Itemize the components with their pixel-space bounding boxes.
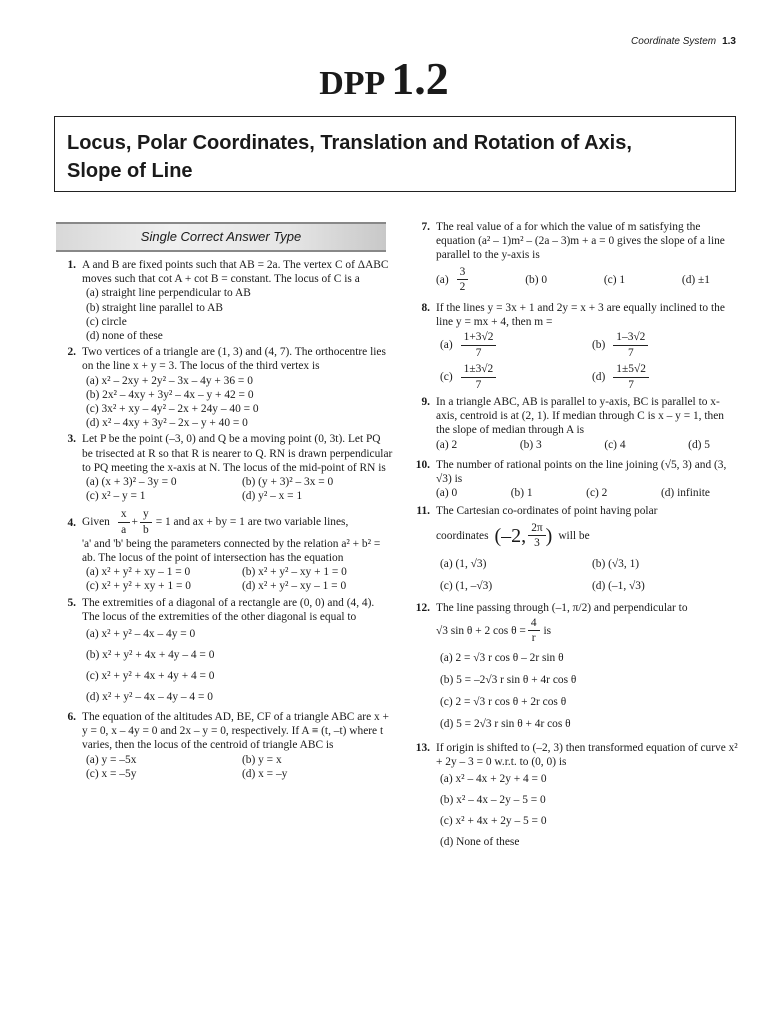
question-number: 8.: [421, 301, 430, 314]
option-d: (d) x = –y: [242, 767, 288, 780]
option-a: (a) straight line perpendicular to AB: [86, 287, 251, 300]
given-text-post: = 1 and ax + by = 1 are two variable lines,: [155, 516, 349, 529]
option-a: (a) 2 = √3 r cos θ – 2r sin θ: [440, 651, 564, 664]
option-row: [436, 263, 740, 297]
option-d: (d) y² – x = 1: [242, 490, 303, 503]
question-text: Two vertices of a triangle are (1, 3) and (4, 7). The orthocentre lies on the line x + y = 3. The locus of the third vertex is: [82, 346, 386, 373]
option-a: (a) x² – 2xy + 2y² – 3x – 4y + 36 = 0: [86, 374, 253, 387]
question-number: 6.: [67, 711, 76, 724]
title-word: DPP: [319, 65, 386, 102]
option-row: [436, 575, 740, 597]
option-a: (a) 0: [436, 487, 458, 500]
option-c: (c) (1, –√3): [440, 579, 493, 592]
given-text: Given: [82, 516, 110, 529]
frac-num: 3: [457, 265, 469, 280]
option-a: [436, 265, 468, 294]
frac-num: 2π: [528, 521, 545, 536]
question-number: 5.: [67, 596, 76, 609]
frac-den: a: [121, 523, 127, 536]
question-number: 9.: [421, 396, 430, 409]
question-number: 3.: [67, 433, 76, 446]
frac-den: 7: [628, 378, 634, 391]
option-b: (b) (√3, 1): [592, 557, 640, 570]
will-be-text: will be: [558, 529, 590, 542]
option-a: (a) x² – 4x + 2y + 4 = 0: [440, 773, 547, 786]
option-row: [436, 438, 740, 452]
question-3: [58, 432, 394, 503]
question-9: [412, 395, 740, 452]
option-a: (a) x² + y² – 4x – 4y = 0: [86, 628, 196, 641]
question-number: 2.: [67, 346, 76, 359]
option-d: (d) 5: [688, 438, 710, 451]
option-d: (d) 5 = 2√3 r sin θ + 4r cos θ: [440, 717, 571, 730]
option-c: (c) 4: [604, 438, 626, 451]
option-c: (c) 2 = √3 r cos θ + 2r cos θ: [440, 695, 567, 708]
question-text: If origin is shifted to (–2, 3) then transformed equation of curve x² + 2y – 3 = 0 w.r.t. to (0, 0) is: [436, 741, 738, 769]
option-row: [436, 553, 740, 575]
option-c: (c) circle: [86, 315, 127, 328]
coords-label: coordinates: [436, 529, 489, 542]
option-c: (c) x² – y = 1: [86, 490, 146, 503]
option-d: (d) x² + y² – xy – 1 = 0: [242, 580, 347, 593]
question-text: Let P be the point (–3, 0) and Q be a moving point (0, 3t). Let PQ be trisected at R so that R is nearer to Q. RN is drawn perpendicular to PQ meeting the x-axis at N. The locus of the mid-point of RN is: [82, 433, 393, 474]
section-ref: Coordinate System: [631, 36, 717, 47]
frac-den: 7: [475, 378, 482, 391]
frac-den: b: [142, 523, 149, 536]
option-row: [82, 753, 394, 767]
question-number: 1.: [67, 259, 76, 271]
fraction: [613, 330, 648, 359]
option-a: (a) 2: [436, 438, 458, 451]
frac-num: y: [140, 507, 152, 522]
question-13: [412, 741, 740, 853]
option-row: [436, 361, 740, 393]
question-number: 7.: [421, 221, 430, 233]
question-number: 10.: [415, 458, 430, 471]
option-b: (b) (y + 3)² – 3x = 0: [242, 476, 334, 489]
option-d: (d) ±1: [681, 273, 710, 286]
question-text: The equation of the altitudes AD, BE, CF of a triangle ABC are x + y = 0, x – 4y = 0 and 2x – y = 0, respectively. If A ≡ (t, –t) where t varies, then the locus of the centroid of triangle ABC is: [82, 711, 389, 752]
running-head: [631, 36, 736, 47]
option-row: [82, 475, 394, 489]
question-text: A and B are fixed points such that AB = 2a. The vertex C of ΔABC moves such that cot A + cot B = constant. The locus of C is a: [82, 259, 389, 286]
equation-lhs: √3 sin θ + 2 cos θ =: [436, 624, 526, 637]
fraction: [613, 362, 649, 391]
option-b: (b) y = x: [242, 753, 282, 766]
question-number: 4.: [67, 517, 76, 530]
coord-open: (–2,: [494, 524, 527, 547]
frac-num: 1±5√2: [613, 362, 649, 377]
option-a: [436, 329, 588, 361]
left-column: [58, 258, 394, 783]
question-4: [58, 507, 394, 593]
option-c: (c) x² + y² + 4x + 4y + 4 = 0: [86, 670, 215, 683]
option-b-label: (b): [592, 338, 606, 351]
option-b: (b) 5 = –2√3 r sin θ + 4r cos θ: [440, 673, 577, 686]
frac-num: 1±3√2: [461, 362, 497, 377]
question-7: [412, 220, 740, 297]
fraction: [461, 330, 497, 359]
frac-den: r: [531, 632, 536, 645]
option-c: [436, 361, 588, 393]
option-row: [82, 565, 394, 579]
option-row: [82, 767, 394, 781]
option-d: (d) None of these: [440, 836, 520, 849]
plus-sign: +: [131, 516, 138, 529]
question-text: The real value of a for which the value of m satisfying the equation (a² – 1)m² – (2a – 3)m + a = 0 gives the slope of a line parallel to the y-axis is: [436, 221, 725, 262]
option-a: (a) y = –5x: [86, 753, 137, 766]
option-a: (a) (1, √3): [440, 557, 487, 570]
topic-line-1: Locus, Polar Coordinates, Translation and Rotation of Axis,: [67, 132, 632, 154]
is-text: is: [543, 624, 552, 637]
option-d: (d) none of these: [86, 330, 163, 343]
frac-num: x: [118, 507, 130, 522]
option-d: (d) x² + y² – 4x – 4y – 4 = 0: [86, 691, 213, 704]
option-c: (c) x² + y² + xy + 1 = 0: [86, 580, 191, 593]
question-10: [412, 458, 740, 501]
question-6: [58, 710, 394, 781]
option-row: [436, 486, 740, 500]
option-b: (b) 1: [510, 487, 533, 500]
question-5: [58, 596, 394, 708]
question-12: [412, 601, 740, 735]
option-a: (a) x² + y² + xy – 1 = 0: [86, 566, 191, 579]
page-number: 1.3: [722, 36, 736, 47]
option-b: (b) 3: [519, 438, 542, 451]
option-c: (c) 1: [603, 273, 626, 286]
option-b: (b) 2x² – 4xy + 3y² – 4x – y + 42 = 0: [86, 388, 254, 401]
title-number: 1.2: [391, 53, 449, 104]
question-1: [58, 258, 394, 343]
option-b: [588, 329, 740, 361]
question-number: 13.: [415, 741, 430, 754]
frac-num: 4: [528, 616, 540, 631]
question-text: The number of rational points on the line joining (√5, 3) and (3, √3) is: [436, 458, 727, 486]
option-d: (d) (–1, √3): [592, 579, 645, 592]
option-d: (d) x² – 4xy + 3y² – 2x – y + 40 = 0: [86, 417, 248, 430]
option-c: (c) x = –5y: [86, 767, 137, 780]
question-equation: [436, 615, 740, 647]
option-b: (b) x² + y² – xy + 1 = 0: [242, 566, 347, 579]
option-c: (c) 3x² + xy – 4y² – 2x + 24y – 40 = 0: [86, 403, 259, 416]
option-c: (c) 2: [586, 487, 608, 500]
fraction-three-halves: [457, 265, 469, 294]
option-a-label: (a): [440, 338, 453, 351]
question-text-cont: 'a' and 'b' being the parameters connected by the relation a² + b² = ab. The locus of the point of intersection has the equation: [82, 537, 381, 565]
fraction-four-over-r: [528, 616, 540, 645]
question-text: The line passing through (–1, π/2) and perpendicular to: [436, 601, 688, 614]
option-d-label: (d): [592, 370, 606, 383]
frac-den: 7: [475, 346, 482, 359]
frac-den: 3: [534, 537, 540, 550]
coord-close: ): [545, 524, 553, 547]
option-row: [82, 579, 394, 593]
fraction-y-over-b: [140, 507, 152, 536]
option-b: (b) 0: [525, 273, 548, 286]
frac-den: 2: [459, 281, 466, 294]
question-text-cont: [436, 519, 740, 553]
topic-box: [54, 116, 736, 192]
option-b: (b) straight line parallel to AB: [86, 301, 223, 314]
option-c-label: (c): [440, 370, 453, 383]
option-b: (b) x² – 4x – 2y – 5 = 0: [440, 794, 546, 807]
question-11: [412, 504, 740, 596]
question-text: The Cartesian co-ordinates of point having polar: [436, 505, 658, 518]
option-d: (d) infinite: [660, 487, 710, 500]
option-row: [82, 489, 394, 503]
page-title: [0, 52, 768, 105]
fraction-two-pi-over-three: [528, 521, 545, 550]
question-2: [58, 345, 394, 430]
frac-num: 1–3√2: [613, 330, 648, 345]
question-text: [82, 507, 394, 536]
option-a: (a) (x + 3)² – 3y = 0: [86, 476, 177, 489]
topic-line-2: Slope of Line: [67, 160, 193, 182]
right-column: [412, 220, 740, 855]
option-a-label: (a): [436, 273, 449, 286]
option-row: [436, 329, 740, 361]
question-text: If the lines y = 3x + 1 and 2y = x + 3 are equally inclined to the line y = mx + 4, then m =: [436, 301, 725, 328]
question-text: In a triangle ABC, AB is parallel to y-axis, BC is parallel to x-axis, centroid is at (2, 1). If median through C is x – y = 1, then the slope of median through A is: [436, 396, 724, 437]
question-number: 11.: [416, 505, 430, 518]
option-b: (b) x² + y² + 4x + 4y – 4 = 0: [86, 649, 215, 662]
question-8: [412, 301, 740, 393]
fraction: [461, 362, 497, 391]
question-number: 12.: [415, 601, 430, 614]
section-banner: Single Correct Answer Type: [56, 222, 386, 252]
frac-num: 1+3√2: [461, 330, 497, 345]
option-d: [588, 361, 740, 393]
fraction-x-over-a: [118, 507, 130, 536]
frac-den: 7: [627, 346, 634, 359]
question-text: The extremities of a diagonal of a rectangle are (0, 0) and (4, 4). The locus of the extremities of the other diagonal is equal to: [82, 596, 375, 623]
option-c: (c) x² + 4x + 2y – 5 = 0: [440, 815, 547, 828]
